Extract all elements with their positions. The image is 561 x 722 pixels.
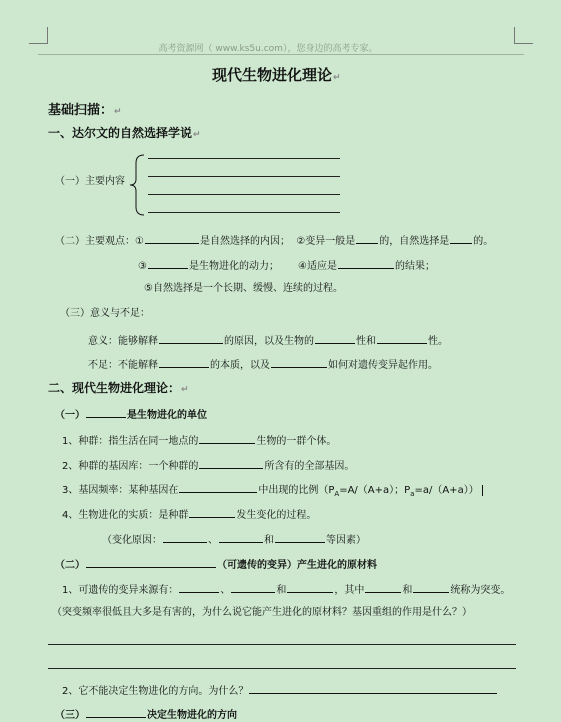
- page-header: 高考资源网（ www.ks5u.com），您身边的高考专家。: [158, 44, 378, 54]
- viewpoint-line-3: ⑤自然选择是一个长期、缓慢、连续的过程。: [144, 283, 343, 294]
- answer-line-1: [148, 158, 340, 159]
- answer-line-2: [148, 176, 340, 177]
- sub2-heading: （二） （可遗传的变异）产生进化的原材料: [55, 557, 377, 572]
- item-7-question: （突变频率很低且大多是有害的，为什么说它能产生进化的原材料？基因重组的作用是什么？）: [52, 607, 472, 618]
- item-3: 3、基因频率：某种基因在 中出现的比例（$P_A=A/(A+a)$；$P_a=a/(A+a)$）: [62, 482, 483, 500]
- item-2: 2、种群的基因库：一个种群的 所含有的全部基因。: [62, 458, 354, 473]
- viewpoint-line-1: （二）主要观点：① 是自然选择的内因； ②变异一般是 的，自然选择是 的。: [55, 233, 493, 248]
- item-1: 1、种群：指生活在同一地点的 生物的一群个体。: [62, 433, 336, 448]
- item-4: 4、生物进化的实质：是种群 发生变化的过程。: [62, 507, 316, 522]
- item-6: 1、可遗传的变异来源有： 、 和 ，其中 和 统称为突变。: [62, 582, 510, 597]
- answer-line-6: [48, 668, 516, 669]
- sub1-heading: （一） 是生物进化的单位: [55, 407, 207, 422]
- answer-line-3: [148, 194, 340, 195]
- section2-heading: 二、现代生物进化理论：↵: [48, 381, 189, 395]
- shortcoming-line: 不足：不能解释 的本质，以及 如何对遗传变异起作用。: [88, 357, 438, 372]
- brace-icon: [128, 153, 146, 217]
- significance-line: 意义：能够解释 的原因，以及生物的 性和 性。: [88, 333, 448, 348]
- text-cursor: [482, 485, 483, 496]
- main-content-label: （一）主要内容: [55, 176, 125, 187]
- significance-label: （三）意义与不足：: [60, 308, 150, 319]
- doc-title-text: 现代生物进化理论: [212, 66, 333, 84]
- item-5-causes: （变化原因： 、 和 等因素）: [102, 532, 366, 547]
- section1-heading: 一、达尔文的自然选择学说↵: [48, 126, 201, 140]
- header-rule: [38, 54, 524, 55]
- doc-title: 现代生物进化理论↵: [212, 66, 341, 84]
- viewpoint-line-2: ③ 是生物进化的动力； ④适应是 的结果；: [138, 258, 435, 273]
- crop-mark-top-right: [514, 27, 533, 44]
- answer-line-5: [48, 644, 516, 645]
- section-basic-heading: 基础扫描：↵: [48, 103, 122, 118]
- answer-line-4: [148, 212, 340, 213]
- crop-mark-top-left: [29, 27, 48, 44]
- sub3-heading: （三） 决定生物进化的方向: [55, 707, 237, 722]
- item-8: 2、它不能决定生物进化的方向。为什么？: [62, 683, 498, 698]
